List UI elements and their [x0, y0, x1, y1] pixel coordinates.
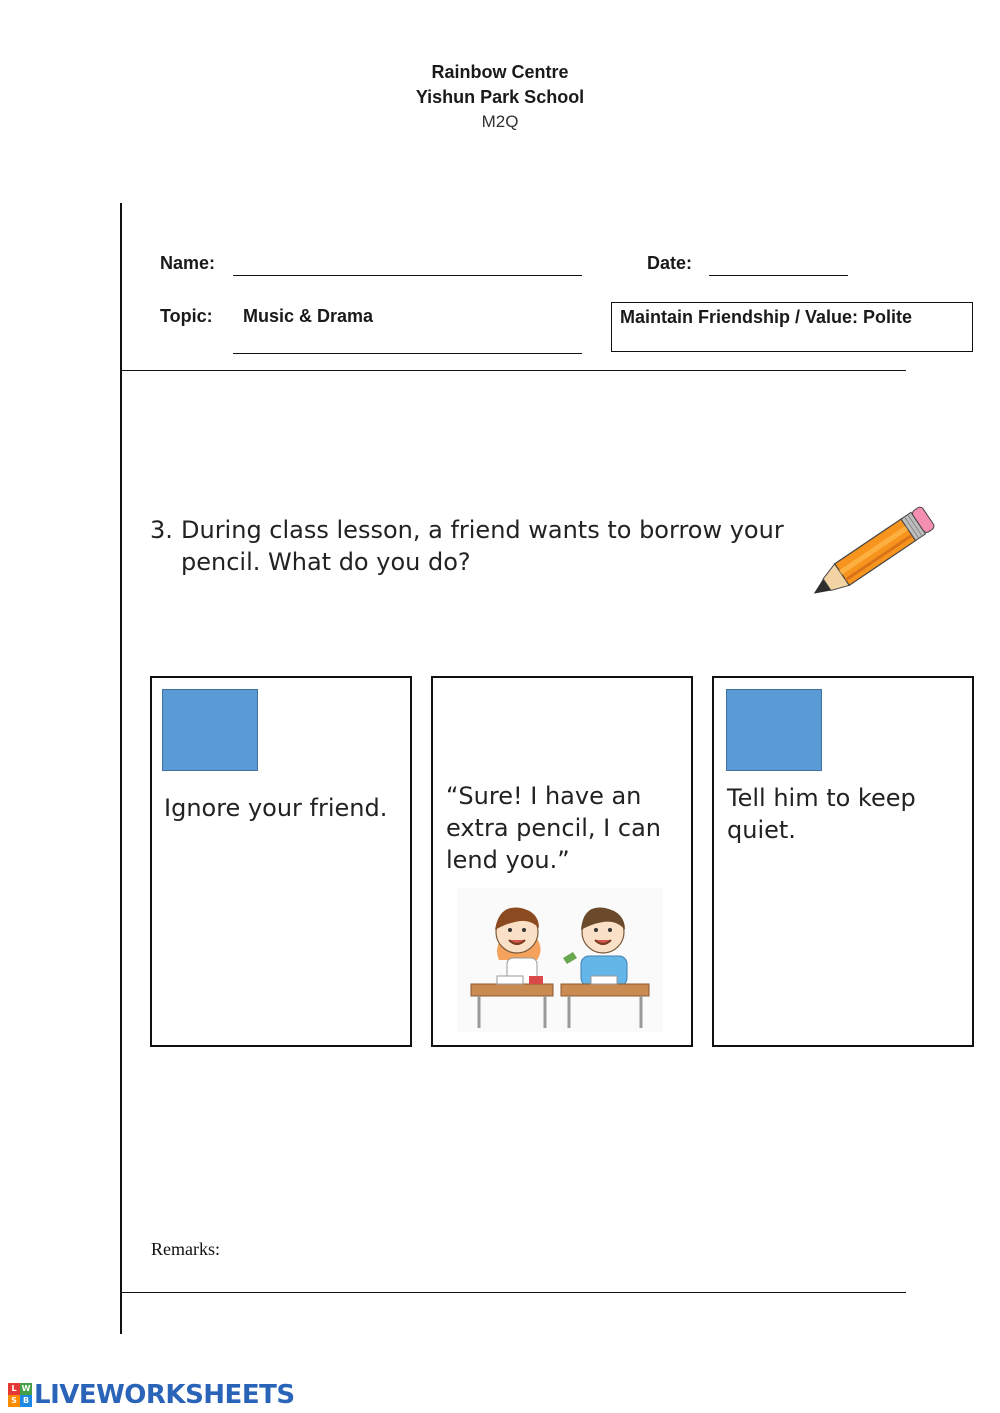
- topic-underline: [233, 353, 582, 354]
- date-label: Date:: [647, 253, 693, 273]
- answer-checkbox[interactable]: [162, 689, 258, 771]
- name-field[interactable]: [233, 275, 582, 276]
- option-text: Ignore your friend.: [164, 794, 388, 822]
- footer-divider: [121, 1292, 906, 1293]
- option-card-lend-pencil[interactable]: [431, 676, 693, 1047]
- option-text: “Sure! I have an extra pencil, I can lend you.”: [446, 782, 661, 874]
- remarks-label: Remarks:: [151, 1239, 220, 1259]
- two-children-at-desks-image: [457, 888, 663, 1032]
- topic-label: Topic:: [160, 306, 213, 326]
- question-text: During class lesson, a friend wants to borrow your pencil. What do you do?: [181, 516, 784, 576]
- school-subname: Yishun Park School: [415, 87, 585, 107]
- liveworksheets-logo-icon: L W S B: [8, 1383, 32, 1407]
- topic-value: Music & Drama: [243, 306, 374, 326]
- option-card-ignore[interactable]: [150, 676, 412, 1047]
- question-number: 3.: [150, 516, 173, 544]
- class-code: M2Q: [481, 112, 519, 131]
- school-name: Rainbow Centre: [431, 62, 569, 82]
- header-divider: [121, 370, 906, 371]
- name-label: Name:: [160, 253, 216, 273]
- left-margin-rule: [120, 203, 122, 1334]
- date-field[interactable]: [709, 275, 848, 276]
- pencil-icon: [798, 502, 944, 608]
- value-text: Maintain Friendship / Value: Polite: [620, 307, 913, 327]
- option-card-keep-quiet[interactable]: [712, 676, 974, 1047]
- brand-name: LIVEWORKSHEETS: [34, 1380, 295, 1410]
- answer-checkbox[interactable]: [726, 689, 822, 771]
- brand-footer: [8, 1380, 295, 1410]
- option-text: Tell him to keep quiet.: [727, 784, 916, 844]
- value-box: [611, 302, 973, 352]
